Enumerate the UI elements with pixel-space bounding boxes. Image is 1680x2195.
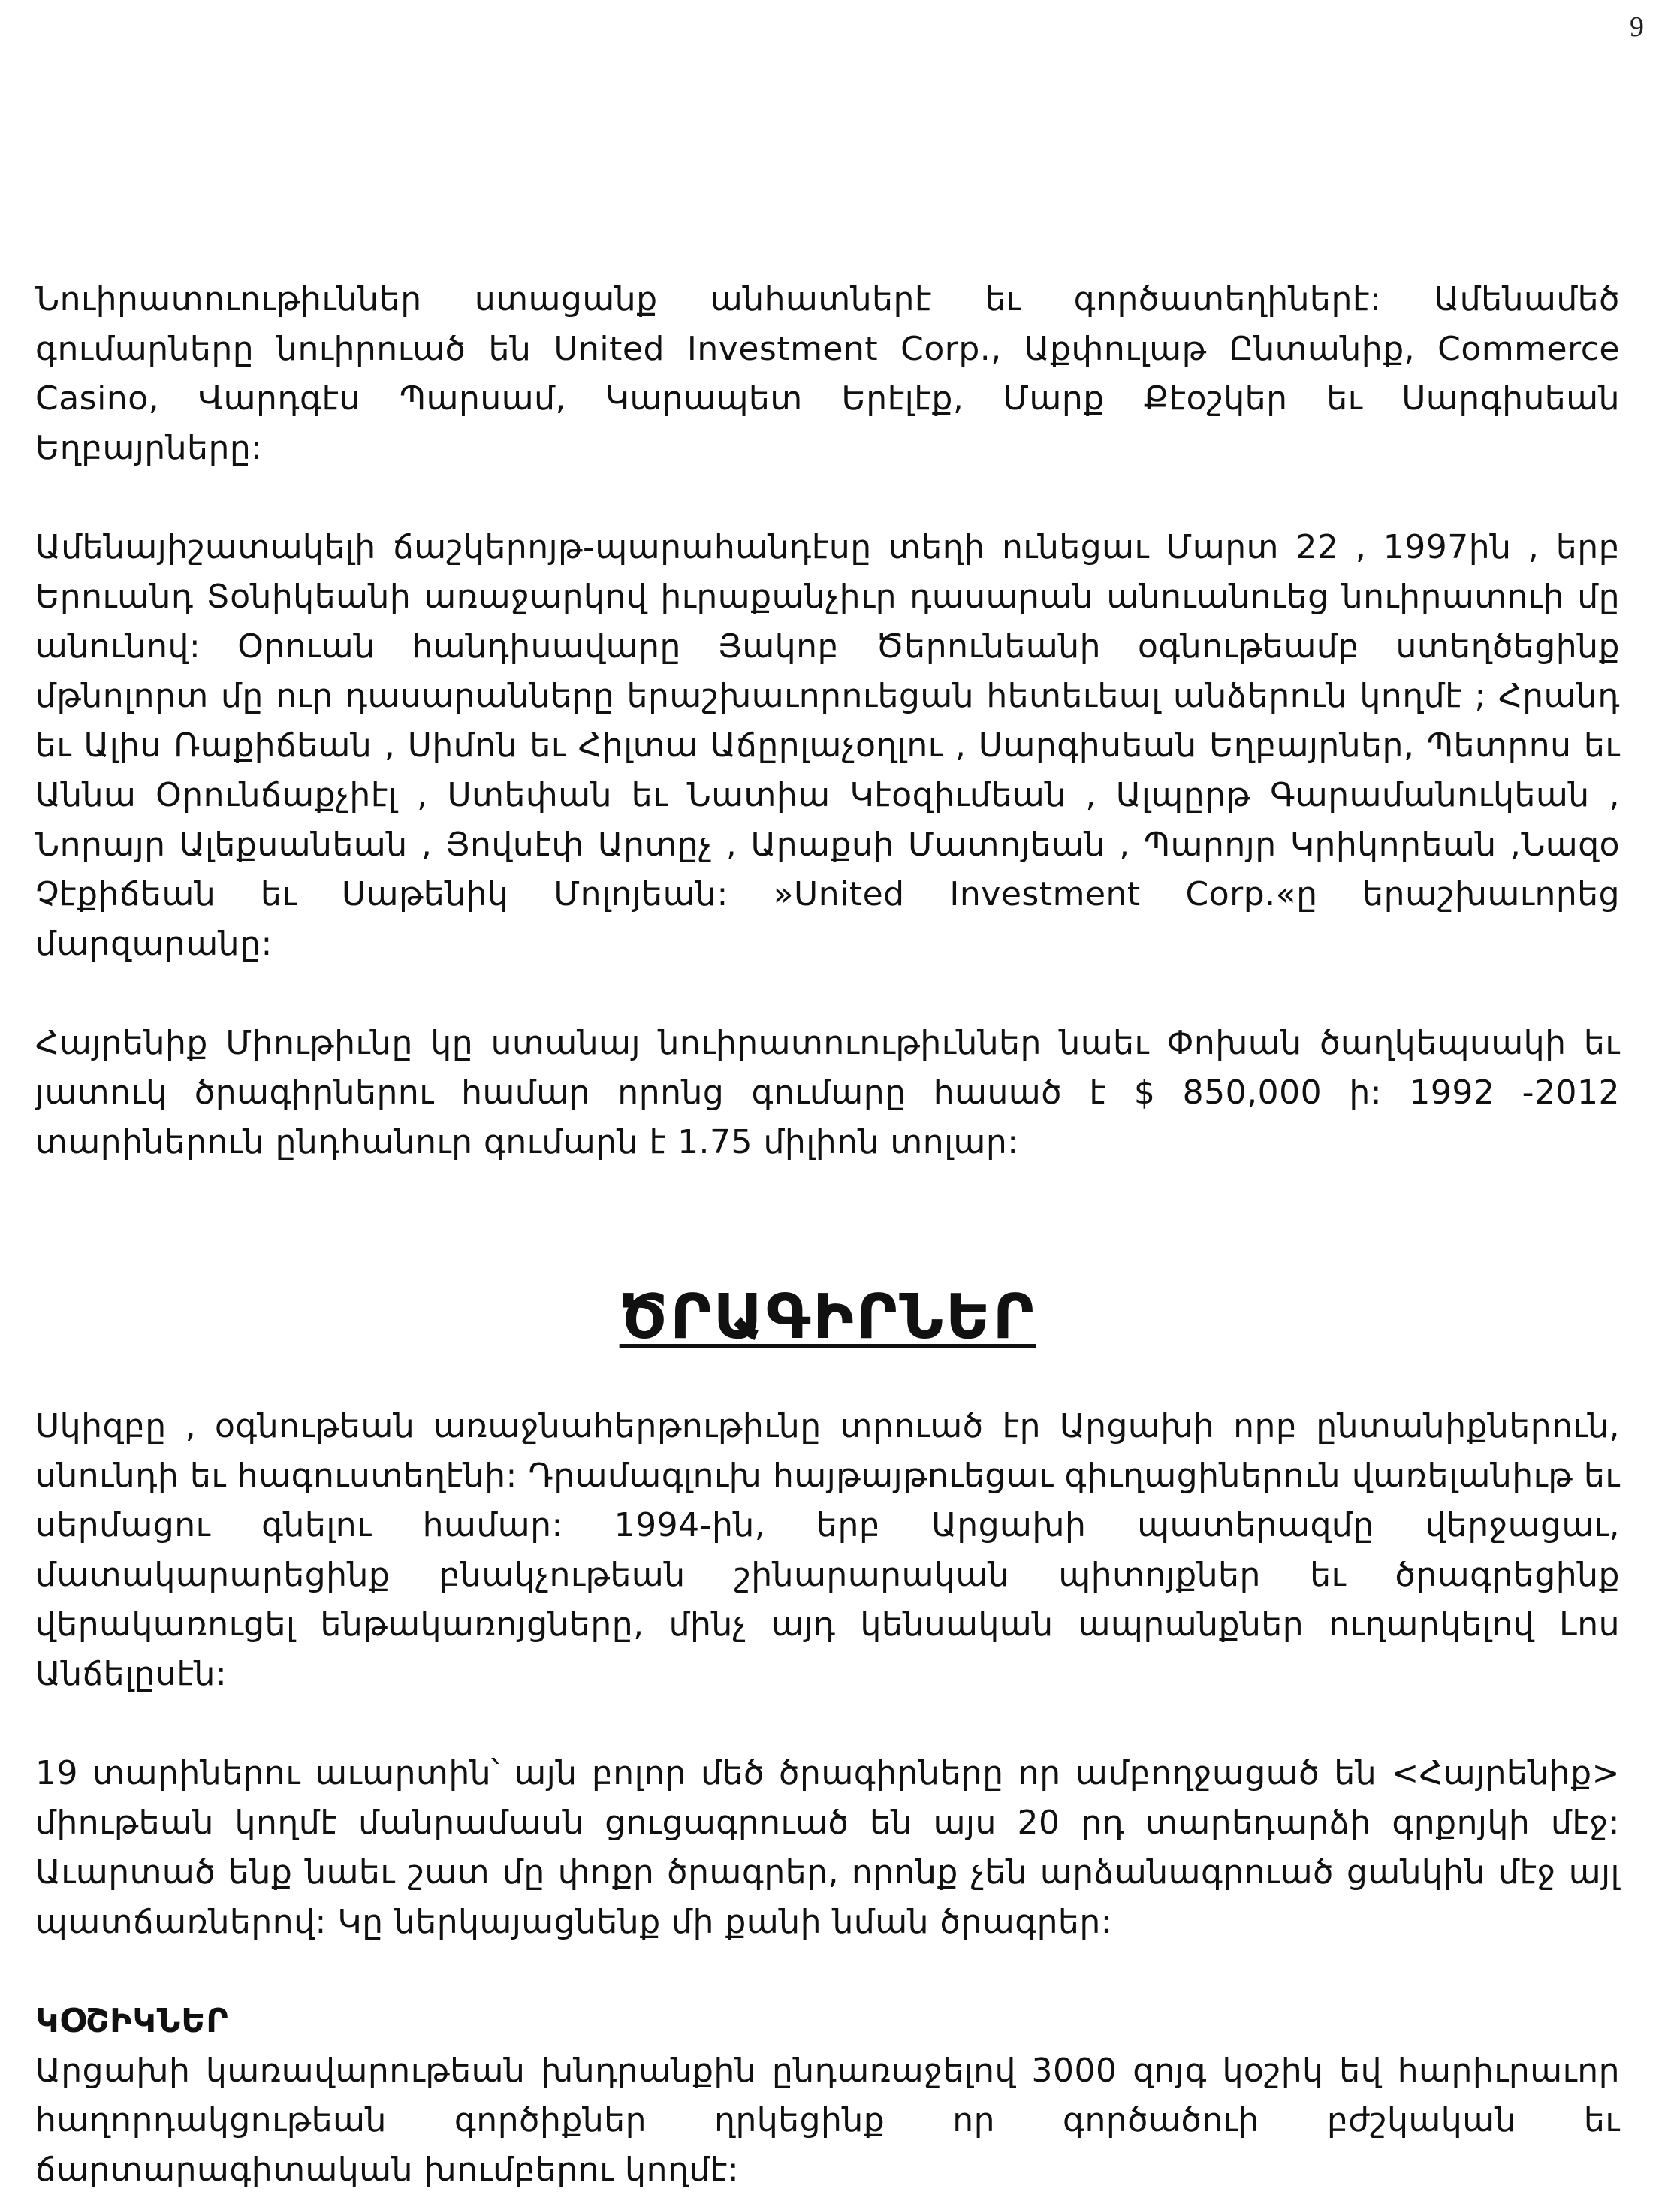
paragraph-spacer: [35, 473, 1620, 523]
programs-intro-paragraph: Սկիզբը , օգնութեան առաջնահերթութիւնը տրուած էր Արցախի որբ ընտանիքներուն, սնունդի եւ հագուստեղէնի: Դրամագլուխ հայթայթուեցաւ գիւղացիներուն վառելանիւթ եւ սերմացու գնելու համար: 1994-ին, երբ Արցախի պատերազմը վերջացաւ, մատակարարեցինք բնակչութեան շինարարական պիտոյքներ եւ ծրագրեցինք վերակառուցել ենթակառոյցները, մինչ այդ կենսական ապրանքներ ուղարկելով Լոս Անճելըսէն:: [35, 1407, 1620, 1693]
total-donations-paragraph: Հայրենիք Միութիւնը կը ստանայ նուիրատուութիւններ նաեւ Փոխան ծաղկեպսակի եւ յատուկ ծրագիրներու համար որոնց գումարը հասած է $ 850,000 ի: 1992 -2012 տարիներուն ընդհանուր գումարն է 1.75 միլիոն տոլար:: [35, 1024, 1620, 1161]
page-number: 9: [1630, 11, 1644, 43]
paragraph-spacer: [35, 1947, 1620, 1997]
banquet-paragraph: Ամենայիշատակելի ճաշկերոյթ-պարահանդէսը տեղի ունեցաւ Մարտ 22 , 1997ին , երբ Երուանդ Տօնիկեանի առաջարկով իւրաքանչիւր դասարան անուանուեց նուիրատուի մը անունով: Օրուան հանդիսավարը Յակոբ Ծերունեանի օգնութեամբ ստեղծեցինք մթնոլորտ մը ուր դասարանները երաշխաւորուեցան հետեւեալ անձերուն կողմէ ; Հրանդ եւ Ալիս Ռաքիճեան , Սիմոն եւ Հիլտա Աճըրլաչօղլու , Սարգիսեան Եղբայրներ, Պետրոս եւ Աննա Օրունճաքչիէլ , Ստեփան եւ Նատիա Կէօզիւմեան , Ալպըրթ Գարամանուկեան , Նորայր Ալեքսանեան , Յովսէփ Արտըչ , Արաքսի Մատոյեան , Պարոյր Կրիկորեան ,Նազօ Չէքիճեան եւ Սաթենիկ Մոլոյեան: »United Investment Corp.«ը երաշխաւորեց մարզարանը:: [35, 528, 1620, 963]
programs-heading: ԾՐԱԳԻՐՆԵՐ: [619, 1282, 1036, 1353]
completed-programs-paragraph: 19 տարիներու աւարտին՝ այն բոլոր մեծ ծրագիրները որ ամբողջացած են <Հայրենիք> միութեան կողմէ մանրամասն ցուցագրուած են այս 20 րդ տարեդարձի գրքոյկի մէջ: Աւարտած ենք նաեւ շատ մը փոքր ծրագրեր, որոնք չեն արձանագրուած ցանկին մէջ այլ պատճառներով: Կը ներկայացնենք մի քանի նման ծրագրեր:: [35, 1754, 1620, 1941]
shoes-heading: ԿՕՇԻԿՆԵՐ: [35, 2002, 229, 2040]
shoes-paragraph: Արցախի կառավարութեան խնդրանքին ընդառաջելով 3000 զոյգ կօշիկ եվ հարիւրաւոր հաղորդակցութեան գործիքներ ղրկեցինք որ գործածուի բժշկական եւ ճարտարագիտական խումբերու կողմէ:: [35, 2052, 1620, 2189]
heading-spacer: [35, 1355, 1620, 1402]
paragraph-spacer: [35, 969, 1620, 1019]
page-content: [35, 275, 1620, 2195]
paragraph-spacer: [35, 1699, 1620, 1749]
donations-paragraph: Նուիրատուութիւններ ստացանք անհատներէ եւ գործատեղիներէ: Ամենամեծ գումարները նուիրուած են United Investment Corp., Աքփուլաթ Ընտանիք, Commerce Casino, Վարդգէս Պարսամ, Կարապետ Երէլէք, Մարք Քէօշկեր եւ Սարգիսեան Եղբայրները:: [35, 280, 1620, 467]
section-spacer: [35, 1167, 1620, 1280]
